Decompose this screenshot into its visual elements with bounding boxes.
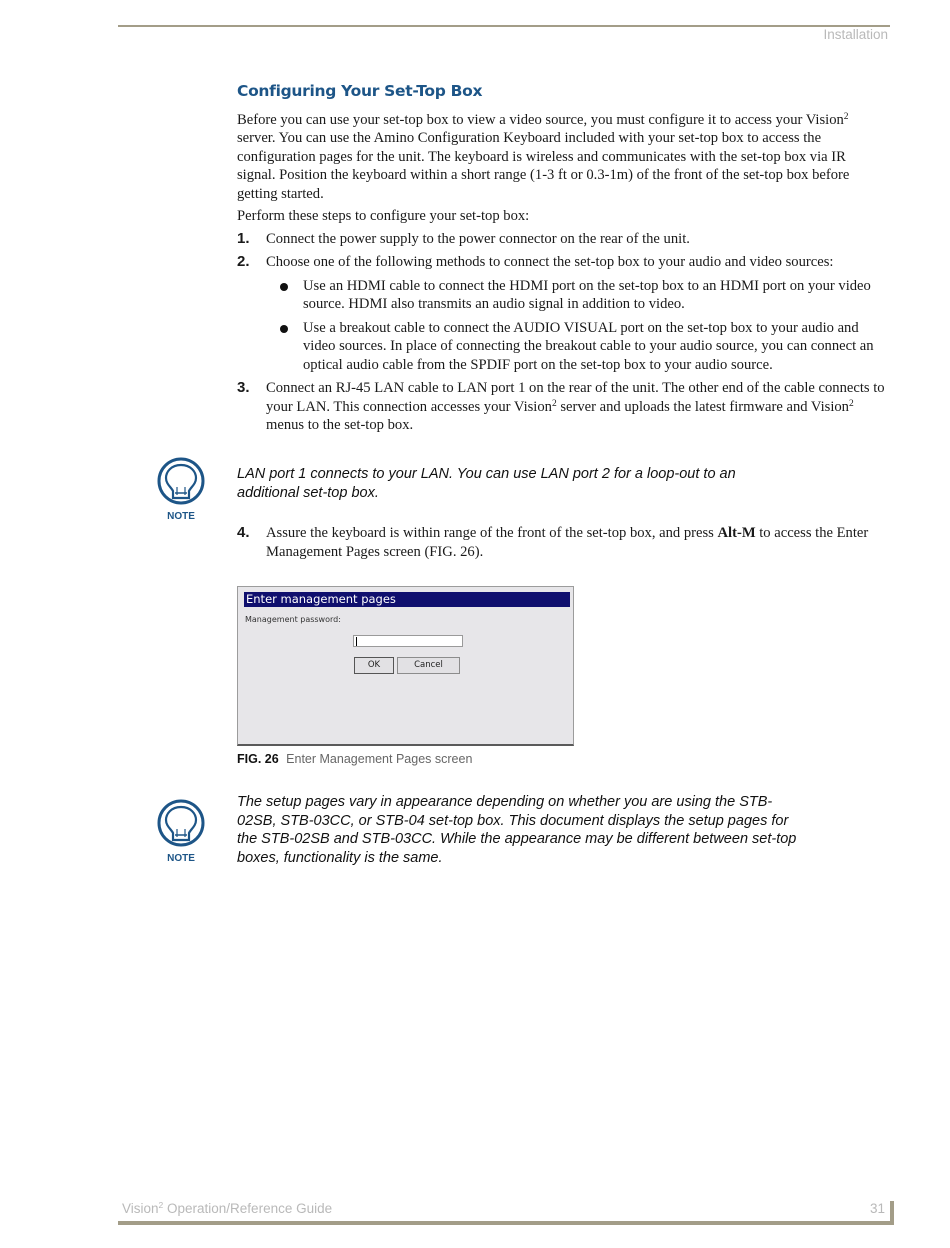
footer-guide-a: Vision — [122, 1201, 159, 1216]
management-pages-screenshot — [237, 586, 574, 746]
note-label: NOTE — [167, 511, 195, 522]
password-input[interactable] — [353, 635, 463, 647]
bullet-hdmi — [266, 277, 887, 314]
figure-caption — [237, 752, 472, 766]
steps-lead-in: Perform these steps to configure your set-top box: — [237, 208, 530, 224]
footer-rule — [118, 1221, 894, 1225]
lightbulb-note-icon — [155, 457, 207, 523]
step-number: 3. — [237, 379, 250, 396]
bullet-text: Use an HDMI cable to connect the HDMI port on the set-top box to an HDMI port on your video source. HDMI also transmits an audio signal in addition to video. — [303, 277, 871, 312]
step-text-c: menus to the set-top box. — [266, 417, 414, 433]
step-number: 4. — [237, 524, 250, 541]
step-text-b: server and uploads the latest firmware and Vision — [556, 398, 849, 415]
keyboard-shortcut: Alt-M — [717, 525, 756, 541]
screen-title-bar: Enter management pages — [244, 592, 570, 607]
note-setup-pages — [155, 794, 797, 867]
superscript: 2 — [158, 1200, 164, 1210]
figure-label: FIG. 26 — [237, 752, 279, 766]
step-number: 1. — [237, 229, 250, 247]
steps-list — [237, 230, 887, 435]
superscript: 2 — [848, 398, 854, 409]
password-label: Management password: — [245, 615, 341, 624]
figure-caption-text: Enter Management Pages screen — [286, 752, 473, 766]
footer-guide-title — [122, 1201, 332, 1216]
step-number: 2. — [237, 253, 250, 270]
bullet-dot — [280, 325, 288, 333]
intro-paragraph — [237, 111, 887, 204]
step-text-a: Connect an RJ-45 LAN cable to LAN port 1 on the rear of the unit. The other end of the cable connects to your LAN. This connection accesses your Vision — [266, 380, 885, 415]
lightbulb-note-icon — [155, 799, 207, 865]
page-number: 31 — [869, 1201, 885, 1216]
footer-guide-b: Operation/Reference Guide — [163, 1201, 333, 1216]
text-caret — [356, 637, 357, 646]
step-text-b: to access the Enter Management Pages screen (FIG. 26). — [266, 525, 869, 560]
header-rule — [118, 25, 890, 27]
note-text: The setup pages vary in appearance depending on whether you are using the STB-02SB, STB-03CC, or STB-04 set-top box. This document displays the setup pages for the STB-02SB and STB-03CC. While the appearance may be different between set-top boxes, functionality is the same. — [237, 794, 797, 866]
note-text: LAN port 1 connects to your LAN. You can use LAN port 2 for a loop-out to an additional set-top box. — [237, 466, 736, 501]
step-text: Choose one of the following methods to connect the set-top box to your audio and video sources: — [266, 254, 834, 270]
step-3 — [237, 379, 887, 435]
ok-button[interactable]: OK — [354, 657, 394, 674]
intro-text-b: server. You can use the Amino Configuration Keyboard included with your set-top box to access the configuration pages for the unit. The keyboard is wireless and communicates with the set-top box via IR signal. Position the keyboard within a short range (1-3 ft or 0.3-1m) of the front of the set-top box before getting started. — [237, 130, 850, 202]
main-content — [237, 82, 887, 440]
step-2 — [237, 253, 887, 374]
bullet-text: Use a breakout cable to connect the AUDIO VISUAL port on the set-top box to your audio and video sources. In place of connecting the breakout cable to your audio source, you can connect an optical audio cable from the SPDIF port on the set-top box to your audio source. — [303, 319, 874, 373]
step-1 — [237, 230, 887, 249]
bullet-dot — [280, 283, 288, 291]
section-title: Configuring Your Set-Top Box — [237, 82, 483, 100]
superscript: 2 — [551, 398, 557, 409]
intro-text-a: Before you can use your set-top box to view a video source, you must configure it to access your Vision — [237, 111, 844, 128]
note-label: NOTE — [167, 853, 195, 864]
bullet-list — [266, 277, 887, 375]
header-section-title: Installation — [823, 27, 888, 42]
superscript: 2 — [843, 111, 849, 122]
cancel-button[interactable]: Cancel — [397, 657, 460, 674]
footer-corner-mark — [890, 1201, 894, 1225]
bullet-breakout — [266, 319, 887, 375]
note-lan-port — [155, 457, 795, 525]
step-4 — [237, 524, 887, 561]
step-text: Connect the power supply to the power connector on the rear of the unit. — [266, 230, 690, 247]
step-text-a: Assure the keyboard is within range of the front of the set-top box, and press — [266, 525, 718, 541]
